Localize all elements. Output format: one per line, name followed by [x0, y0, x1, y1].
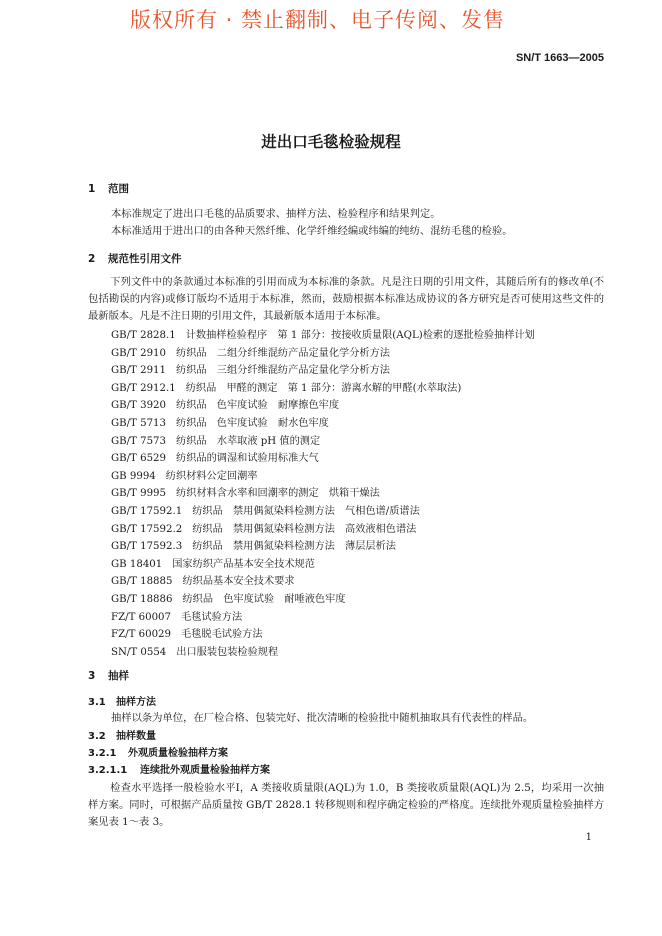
reference-item	[111, 396, 339, 411]
reference-item	[111, 625, 263, 640]
page-title: 进出口毛毯检验规程	[261, 133, 401, 151]
paragraph: 本标准规定了进出口毛毯的品质要求、抽样方法、检验程序和结果判定。	[111, 208, 441, 220]
page-number: 1	[585, 832, 592, 843]
reference-code: GB/T 9995	[111, 488, 167, 500]
section-number: 2	[88, 253, 96, 265]
reference-item	[111, 344, 390, 359]
reference-code: GB/T 17592.3	[111, 541, 183, 553]
reference-title: 纺织材料公定回潮率	[165, 470, 258, 482]
reference-code: GB/T 7573	[111, 435, 167, 447]
reference-title: 纺织品 水萃取液 pH 值的测定	[176, 435, 321, 447]
reference-item	[111, 467, 257, 482]
standard-number: SN/T 1663—2005	[515, 52, 604, 64]
section-title: 外观质量检验抽样方案	[128, 748, 228, 759]
reference-code: GB/T 5713	[111, 418, 167, 429]
reference-title: 纺织品 三组分纤维混纺产品定量化学分析方法	[176, 365, 390, 377]
paragraph-text: 下列文件中的条款通过本标准的引用而成为本标准的条款。凡是注日期的引用文件，其随后所有的修改单(不包括勘误的内容)或修订版均不适用于本标准，然而，鼓励根据本标准达成协议的各方研究是否可使用这些文件的最新版本。凡是不注日期的引用文件，其最新版本适用于本标准。	[88, 276, 604, 323]
reference-code: SN/T 0554	[111, 646, 167, 658]
section-number: 3.2.1.1	[88, 765, 128, 776]
subsection-3-2-1-1-heading	[88, 761, 270, 776]
reference-code: GB/T 3920	[111, 400, 167, 412]
reference-item	[111, 643, 278, 658]
reference-code: FZ/T 60007	[111, 611, 172, 623]
reference-code: FZ/T 60029	[111, 629, 172, 641]
reference-title: 毛毯脱毛试验方法	[181, 629, 263, 641]
reference-title: 纺织品 色牢度试验 耐摩擦色牢度	[176, 400, 340, 412]
reference-title: 计数抽样检验程序 第 1 部分：按接收质量限(AQL)检索的逐批检验抽样计划	[185, 330, 535, 341]
reference-title: 纺织品 甲醛的测定 第 1 部分：游离水解的甲醛(水萃取法)	[185, 382, 462, 394]
reference-title: 出口服装包装检验规程	[176, 646, 279, 658]
section-title: 连续批外观质量检验抽样方案	[140, 765, 270, 776]
reference-title: 纺织品 禁用偶氮染料检测方法 气相色谱/质谱法	[192, 506, 420, 517]
reference-code: GB 18401	[111, 558, 163, 570]
reference-title: 纺织品 禁用偶氮染料检测方法 薄层层析法	[192, 541, 396, 553]
section-title: 抽样方法	[116, 697, 156, 708]
subsection-3-1-heading	[88, 693, 156, 708]
section-title: 范围	[108, 183, 129, 195]
reference-code: GB/T 2910	[111, 347, 167, 359]
section-number: 3.2.1	[88, 748, 117, 759]
reference-code: GB/T 2911	[111, 365, 167, 377]
reference-item	[111, 502, 420, 517]
reference-code: GB/T 18885	[111, 576, 173, 588]
reference-title: 毛毯试验方法	[181, 611, 243, 623]
reference-title: 纺织材料含水率和回潮率的测定 烘箱干燥法	[176, 488, 380, 500]
reference-item	[111, 537, 396, 552]
paragraph-intro	[88, 274, 604, 326]
reference-code: GB/T 2912.1	[111, 382, 176, 394]
paragraph-sampling	[88, 780, 604, 832]
reference-code: GB/T 17592.2	[111, 523, 183, 535]
copyright-banner: 版权所有 · 禁止翻制、电子传阅、发售	[130, 8, 506, 32]
section-title: 抽样	[108, 670, 129, 682]
reference-code: GB/T 6529	[111, 453, 167, 465]
reference-item	[111, 572, 295, 587]
subsection-3-2-heading	[88, 727, 156, 742]
reference-code: GB/T 17592.1	[111, 506, 183, 517]
reference-item	[111, 590, 346, 605]
reference-item	[111, 432, 320, 447]
subsection-3-2-1-heading	[88, 744, 228, 759]
reference-title: 纺织品基本安全技术要求	[182, 576, 295, 588]
section-2-heading	[88, 251, 182, 266]
reference-title: 纺织品 二组分纤维混纺产品定量化学分析方法	[176, 347, 390, 359]
section-3-heading	[88, 668, 129, 683]
paragraph: 抽样以条为单位，在厂检合格、包装完好、批次清晰的检验批中随机抽取具有代表性的样品。	[111, 712, 534, 724]
paragraph: 本标准适用于进出口的由各种天然纤维、化学纤维经编或纬编的纯纺、混纺毛毯的检验。	[111, 225, 513, 237]
reference-item	[111, 484, 380, 499]
reference-item	[111, 555, 315, 570]
section-number: 3	[88, 670, 96, 682]
reference-title: 纺织品 色牢度试验 耐唾液色牢度	[182, 594, 346, 605]
reference-code: GB 9994	[111, 470, 156, 482]
paragraph-text: 检查水平选择一般检验水平Ⅰ，A 类接收质量限(AQL)为 1.0，B 类接收质量限(AQL)为 2.5，均采用一次抽样方案。同时，可根据产品质量按 GB/T 2828.1 转移规则和程序确定检验的严格度。连续批外观质量检验抽样方案见表 1～表 3。	[88, 782, 604, 829]
section-1-heading	[88, 181, 129, 196]
reference-item	[111, 361, 390, 376]
reference-item	[111, 608, 242, 623]
reference-item	[111, 520, 416, 535]
reference-item	[111, 414, 329, 429]
reference-title: 国家纺织产品基本安全技术规范	[172, 558, 315, 570]
section-number: 3.2	[88, 731, 106, 742]
reference-title: 纺织品的调湿和试验用标准大气	[176, 453, 319, 465]
reference-item	[111, 379, 461, 394]
reference-title: 纺织品 禁用偶氮染料检测方法 高效液相色谱法	[192, 523, 417, 535]
reference-item	[111, 326, 535, 341]
section-title: 规范性引用文件	[108, 253, 182, 265]
reference-code: GB/T 18886	[111, 594, 173, 605]
reference-title: 纺织品 色牢度试验 耐水色牢度	[176, 418, 329, 429]
section-number: 1	[88, 183, 96, 195]
section-number: 3.1	[88, 697, 106, 708]
reference-item	[111, 449, 319, 464]
section-title: 抽样数量	[116, 731, 156, 742]
reference-code: GB/T 2828.1	[111, 330, 176, 341]
